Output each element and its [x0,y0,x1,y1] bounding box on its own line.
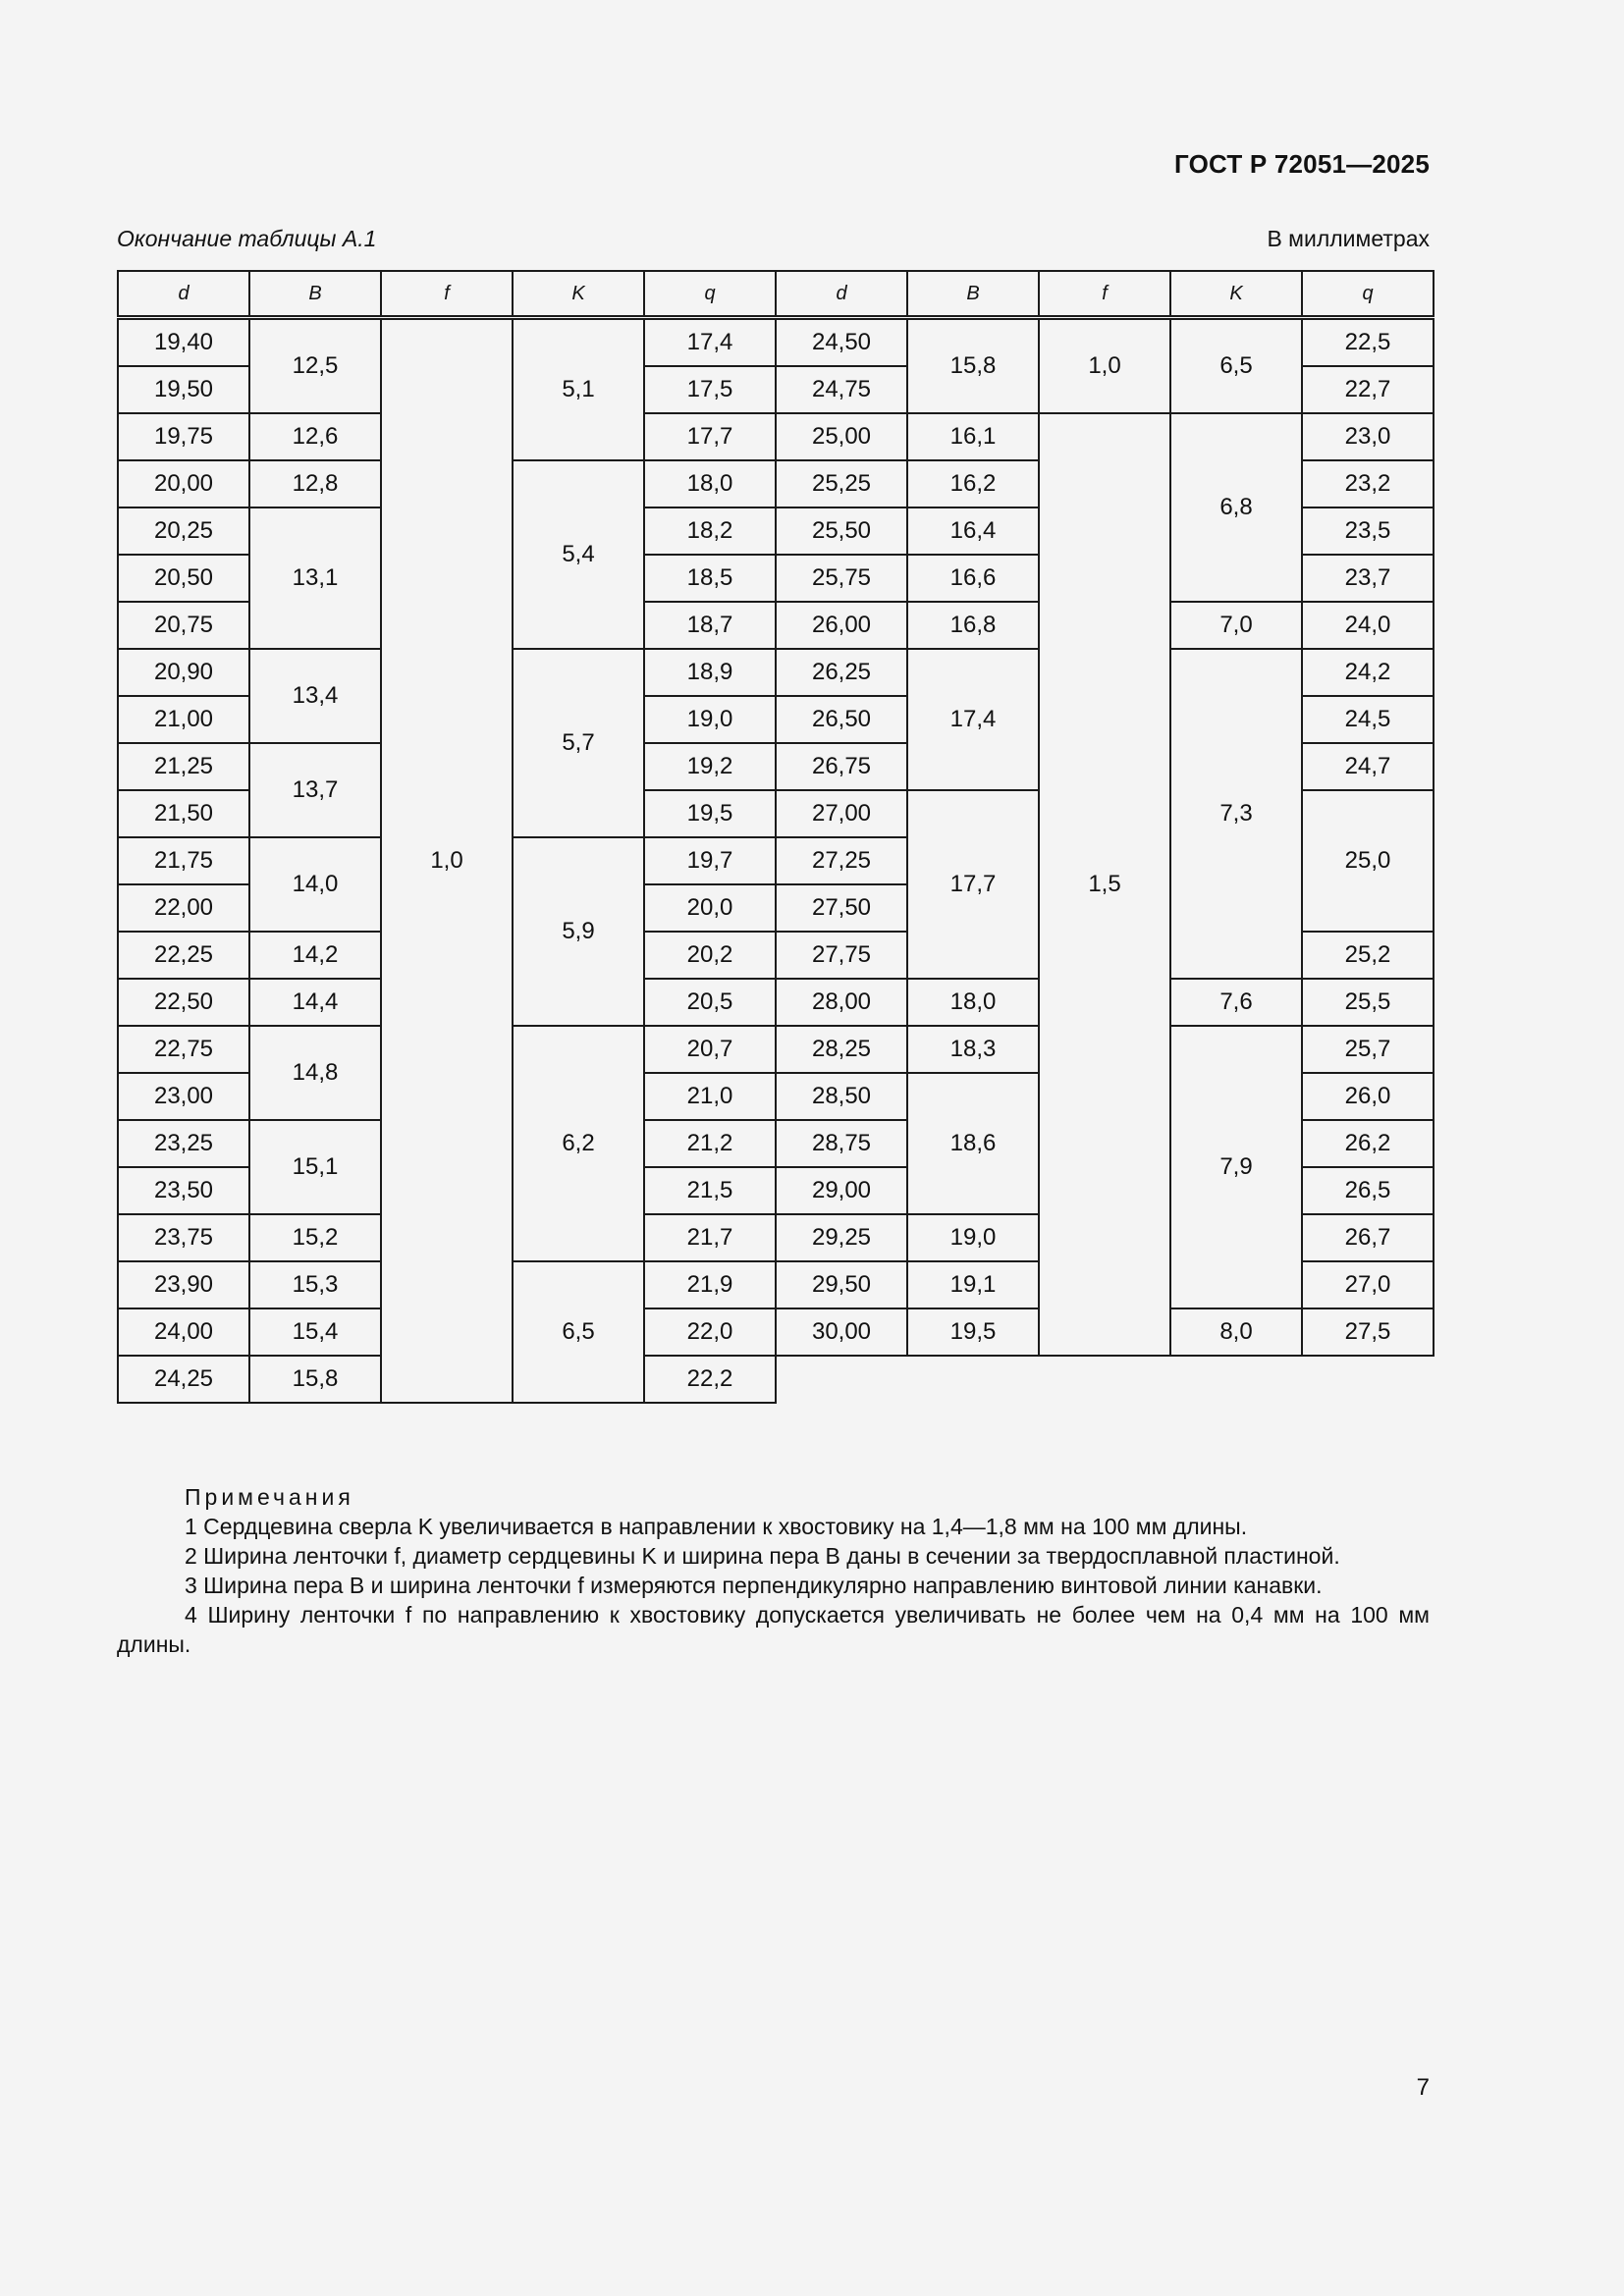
cell-d: 21,00 [118,696,249,743]
cell-b: 14,2 [249,932,381,979]
cell-d: 23,90 [118,1261,249,1308]
column-header-k: K [1170,271,1302,316]
cell-b: 12,8 [249,460,381,507]
cell-b: 17,4 [907,649,1039,790]
cell-q: 22,2 [644,1356,776,1403]
cell-q: 26,7 [1302,1214,1434,1261]
cell-q: 22,0 [644,1308,776,1356]
column-header-q: q [644,271,776,316]
cell-q: 24,0 [1302,602,1434,649]
cell-q: 19,0 [644,696,776,743]
cell-d: 20,50 [118,555,249,602]
cell-d: 23,00 [118,1073,249,1120]
cell-d: 20,75 [118,602,249,649]
cell-q: 19,7 [644,837,776,884]
cell-d: 22,00 [118,884,249,932]
notes-title: Примечания [185,1484,354,1510]
cell-k: 5,1 [513,319,644,460]
cell-q: 25,7 [1302,1026,1434,1073]
cell-q: 25,2 [1302,932,1434,979]
cell-b: 15,4 [249,1308,381,1356]
cell-d: 26,75 [776,743,907,790]
cell-b: 16,2 [907,460,1039,507]
cell-q: 18,5 [644,555,776,602]
cell-b: 13,4 [249,649,381,743]
cell-d: 21,75 [118,837,249,884]
cell-k: 5,9 [513,837,644,1026]
cell-k: 8,0 [1170,1308,1302,1356]
cell-q: 25,5 [1302,979,1434,1026]
cell-d: 19,40 [118,319,249,366]
cell-q: 26,0 [1302,1073,1434,1120]
cell-q: 18,2 [644,507,776,555]
cell-d: 27,50 [776,884,907,932]
cell-b: 18,0 [907,979,1039,1026]
column-header-k: K [513,271,644,316]
column-header-b: B [907,271,1039,316]
cell-q: 25,0 [1302,790,1434,932]
table-header-row [118,271,776,316]
column-header-d: d [776,271,907,316]
cell-f: 1,0 [381,319,513,1403]
cell-d: 21,25 [118,743,249,790]
cell-d: 30,00 [776,1308,907,1356]
cell-d: 27,25 [776,837,907,884]
cell-k: 5,7 [513,649,644,837]
cell-k: 7,6 [1170,979,1302,1026]
cell-q: 17,5 [644,366,776,413]
cell-b: 12,6 [249,413,381,460]
cell-q: 24,7 [1302,743,1434,790]
cell-d: 29,50 [776,1261,907,1308]
cell-k: 6,8 [1170,413,1302,602]
cell-d: 24,00 [118,1308,249,1356]
column-header-f: f [381,271,513,316]
page-number: 7 [1416,2074,1430,2101]
cell-d: 20,90 [118,649,249,696]
cell-b: 16,1 [907,413,1039,460]
cell-f: 1,5 [1039,413,1170,1356]
cell-q: 27,0 [1302,1261,1434,1308]
cell-d: 22,25 [118,932,249,979]
cell-q: 18,0 [644,460,776,507]
cell-b: 14,4 [249,979,381,1026]
cell-q: 20,2 [644,932,776,979]
cell-d: 20,00 [118,460,249,507]
cell-d: 23,50 [118,1167,249,1214]
cell-d: 29,00 [776,1167,907,1214]
cell-b: 15,3 [249,1261,381,1308]
cell-q: 24,2 [1302,649,1434,696]
cell-d: 24,25 [118,1356,249,1403]
cell-q: 18,7 [644,602,776,649]
cell-d: 23,75 [118,1214,249,1261]
notes-section [117,1482,1430,1659]
cell-d: 28,75 [776,1120,907,1167]
cell-q: 17,4 [644,319,776,366]
cell-b: 16,8 [907,602,1039,649]
cell-d: 27,75 [776,932,907,979]
cell-d: 25,25 [776,460,907,507]
cell-q: 21,2 [644,1120,776,1167]
cell-q: 19,2 [644,743,776,790]
cell-b: 16,6 [907,555,1039,602]
cell-f: 1,0 [1039,319,1170,413]
cell-b: 15,8 [249,1356,381,1403]
cell-b: 14,8 [249,1026,381,1120]
cell-b: 19,1 [907,1261,1039,1308]
table-caption: Окончание таблицы А.1 [117,226,377,251]
cell-d: 28,50 [776,1073,907,1120]
note-item: 4 Ширину ленточки f по направлению к хвостовику допускается увеличивать не более чем на 0,4 мм на 100 мм длины. [117,1602,1430,1657]
cell-b: 17,7 [907,790,1039,979]
column-header-b: B [249,271,381,316]
cell-b: 14,0 [249,837,381,932]
data-table-left [117,270,777,1404]
note-item: 2 Ширина ленточки f, диаметр сердцевины K и ширина пера B даны в сечении за твердосплавной пластиной. [185,1543,1340,1569]
cell-d: 21,50 [118,790,249,837]
cell-q: 26,2 [1302,1120,1434,1167]
cell-d: 25,00 [776,413,907,460]
cell-q: 21,5 [644,1167,776,1214]
table-row [776,413,1434,460]
cell-d: 24,50 [776,319,907,366]
column-header-q: q [1302,271,1434,316]
cell-d: 29,25 [776,1214,907,1261]
cell-q: 23,2 [1302,460,1434,507]
cell-d: 19,50 [118,366,249,413]
cell-q: 23,0 [1302,413,1434,460]
cell-q: 20,5 [644,979,776,1026]
cell-q: 18,9 [644,649,776,696]
cell-d: 20,25 [118,507,249,555]
cell-b: 15,2 [249,1214,381,1261]
cell-d: 22,50 [118,979,249,1026]
cell-d: 28,00 [776,979,907,1026]
cell-d: 23,25 [118,1120,249,1167]
cell-d: 28,25 [776,1026,907,1073]
cell-q: 23,5 [1302,507,1434,555]
cell-q: 26,5 [1302,1167,1434,1214]
cell-d: 27,00 [776,790,907,837]
cell-d: 25,50 [776,507,907,555]
cell-q: 20,0 [644,884,776,932]
cell-b: 18,6 [907,1073,1039,1214]
column-header-d: d [118,271,249,316]
cell-b: 12,5 [249,319,381,413]
cell-b: 13,7 [249,743,381,837]
cell-q: 22,5 [1302,319,1434,366]
table-header-row [776,271,1434,316]
cell-d: 26,50 [776,696,907,743]
cell-k: 7,0 [1170,602,1302,649]
cell-q: 17,7 [644,413,776,460]
cell-q: 24,5 [1302,696,1434,743]
cell-k: 6,5 [513,1261,644,1403]
cell-d: 24,75 [776,366,907,413]
cell-b: 15,8 [907,319,1039,413]
cell-q: 19,5 [644,790,776,837]
cell-d: 26,25 [776,649,907,696]
cell-k: 6,5 [1170,319,1302,413]
cell-k: 7,3 [1170,649,1302,979]
cell-d: 26,00 [776,602,907,649]
standard-code: ГОСТ Р 72051—2025 [1174,149,1430,179]
cell-q: 21,9 [644,1261,776,1308]
cell-d: 25,75 [776,555,907,602]
column-header-f: f [1039,271,1170,316]
cell-q: 20,7 [644,1026,776,1073]
cell-q: 22,7 [1302,366,1434,413]
cell-d: 22,75 [118,1026,249,1073]
cell-b: 13,1 [249,507,381,649]
cell-q: 21,0 [644,1073,776,1120]
cell-q: 27,5 [1302,1308,1434,1356]
table-row [118,319,776,366]
units-caption: В миллиметрах [1267,226,1430,251]
cell-d: 19,75 [118,413,249,460]
cell-b: 16,4 [907,507,1039,555]
note-item: 1 Сердцевина сверла K увеличивается в направлении к хвостовику на 1,4—1,8 мм на 100 мм длины. [185,1514,1248,1539]
cell-q: 23,7 [1302,555,1434,602]
table-row [776,319,1434,366]
note-item: 3 Ширина пера B и ширина ленточки f измеряются перпендикулярно направлению винтовой линии канавки. [185,1573,1323,1598]
cell-b: 19,5 [907,1308,1039,1356]
cell-b: 18,3 [907,1026,1039,1073]
cell-k: 7,9 [1170,1026,1302,1308]
cell-q: 21,7 [644,1214,776,1261]
cell-b: 15,1 [249,1120,381,1214]
data-table-right [775,270,1435,1357]
cell-k: 6,2 [513,1026,644,1261]
cell-b: 19,0 [907,1214,1039,1261]
cell-k: 5,4 [513,460,644,649]
